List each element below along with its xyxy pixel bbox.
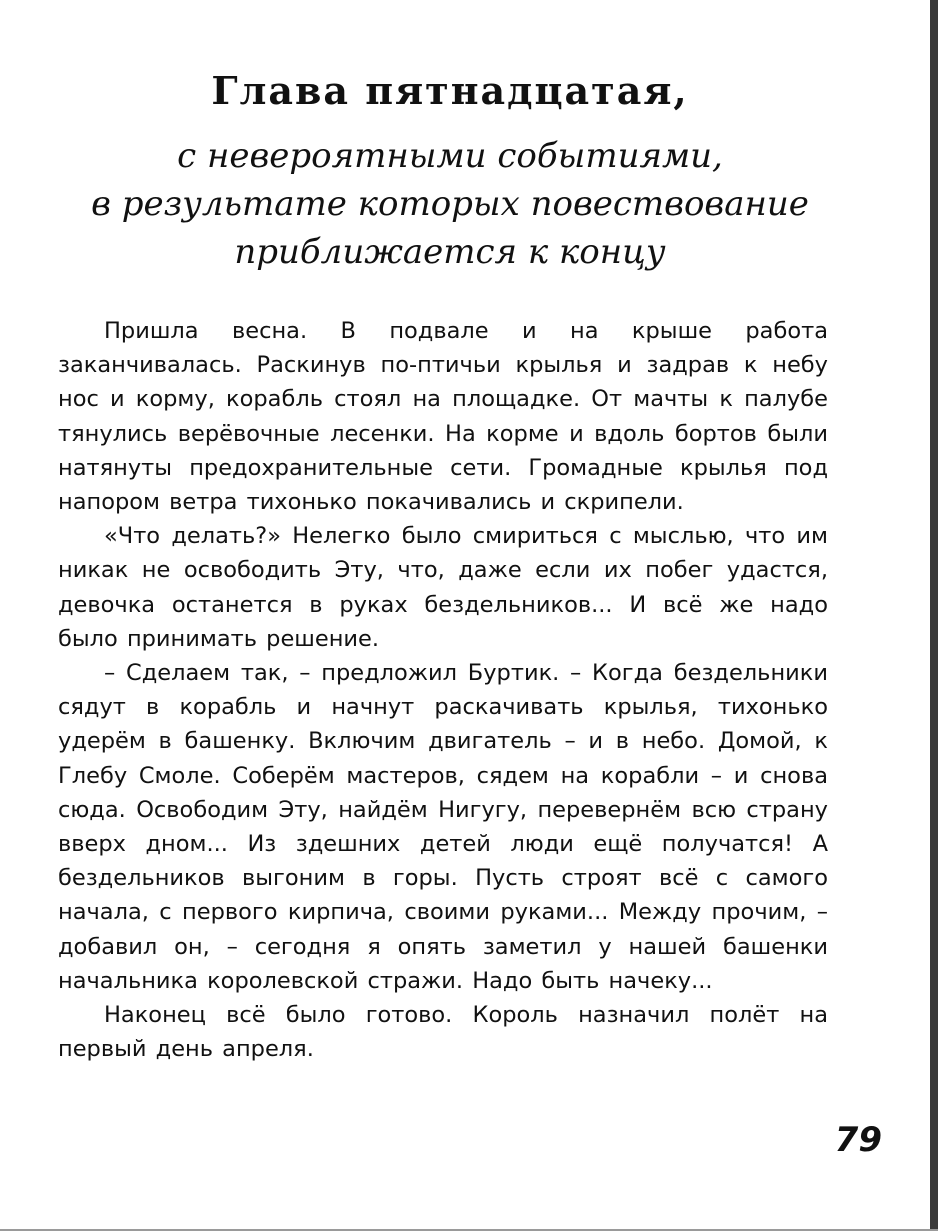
chapter-title: Глава пятнадцатая, <box>211 68 689 113</box>
page-number: 79 <box>834 1120 882 1160</box>
chapter-subtitle-line: приближается к концу <box>234 232 666 272</box>
chapter-subtitle-line: с невероятными событиями, <box>177 136 723 176</box>
chapter-subtitle <box>0 132 900 276</box>
paragraph: Наконец всё было готово. Король назначил полёт на первый день апреля. <box>58 1002 828 1063</box>
paragraph: Пришла весна. В подвале и на крыше работа заканчивалась. Раскинув по-птичьи крылья и задрав к небу нос и корму, корабль стоял на площадке. От мачты к палубе тянулись верёвочные лесенки. На корме и вдоль бортов были натянуты предохранительные сети. Громадные крылья под напором ветра тихонько покачивались и скрипели. <box>58 318 828 516</box>
paragraph: – Сделаем так, – предложил Буртик. – Когда бездельники сядут в корабль и начнут раскачивать крылья, тихонько удерём в башенку. Включим двигатель – и в небо. Домой, к Глебу Смоле. Соберём мастеров, сядем на корабли – и снова сюда. Освободим Эту, найдём Нигугу, перевернём всю страну вверх дном... Из здешних детей люди ещё получатся! А бездельников выгоним в горы. Пусть строят всё с самого начала, с первого кирпича, своими руками... Между прочим, – добавил он, – сегодня я опять заметил у нашей башенки начальника королевской стражи. Надо быть начеку... <box>58 660 828 994</box>
chapter-subtitle-line: в результате которых повествование <box>91 184 809 224</box>
page-edge-right <box>930 0 938 1231</box>
chapter-body <box>58 314 828 1066</box>
paragraph: «Что делать?» Нелегко было смириться с мыслью, что им никак не освободить Эту, что, даже если их побег удастся, девочка останется в руках бездельников... И всё же надо было принимать решение. <box>58 523 828 652</box>
